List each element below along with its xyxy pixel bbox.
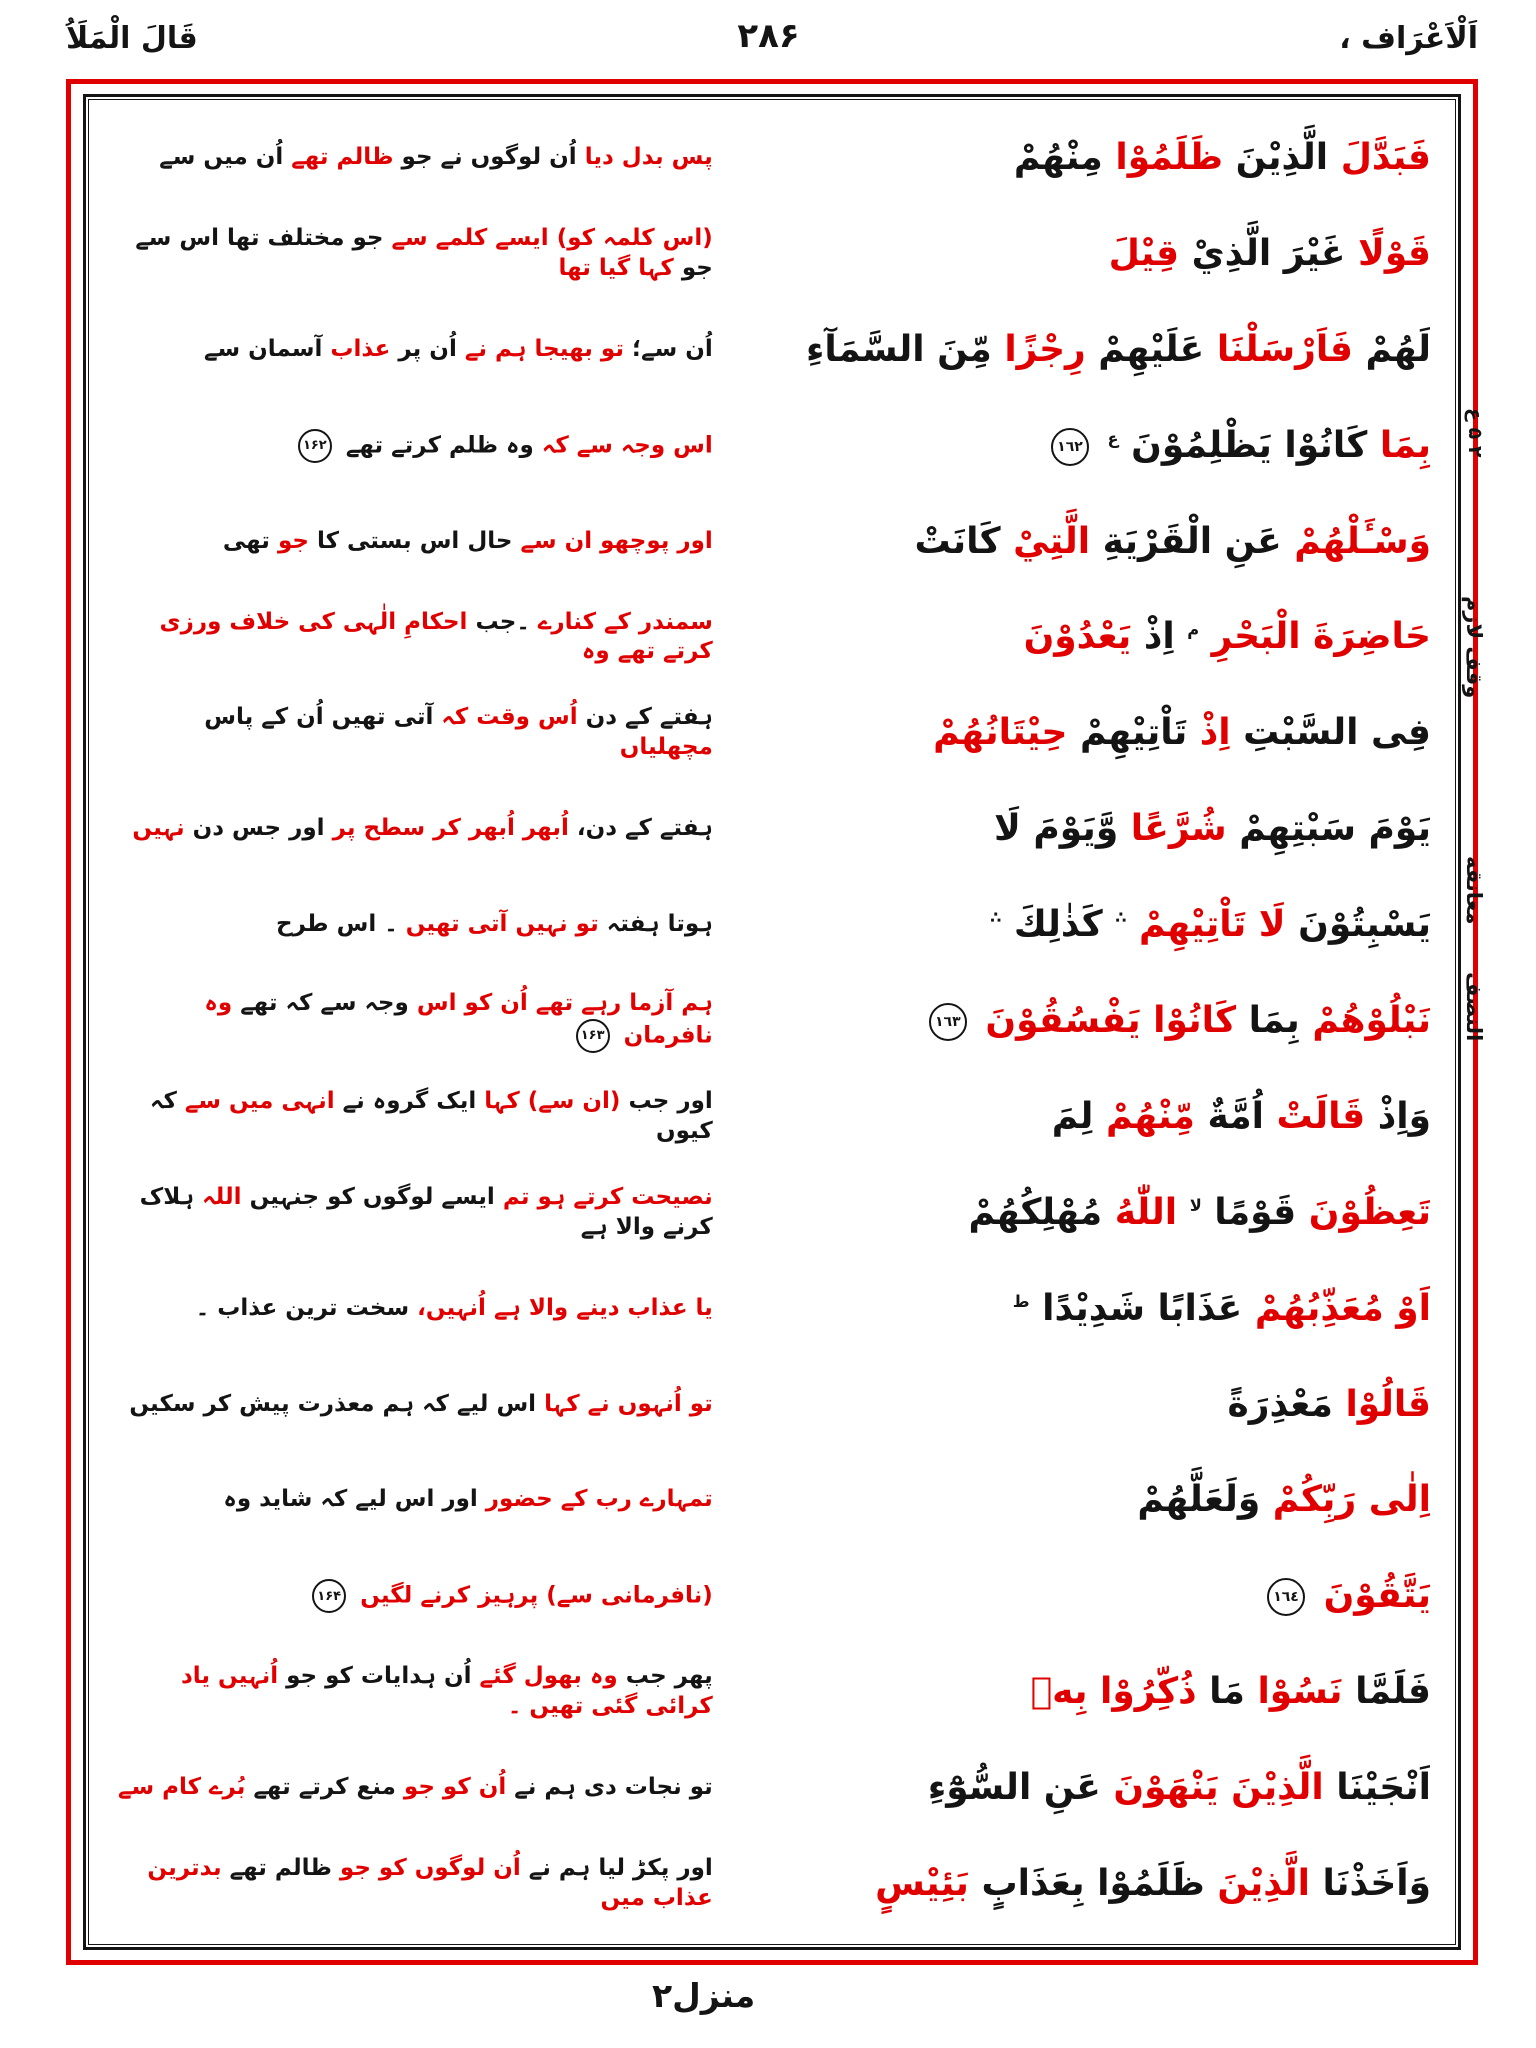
verse-row	[101, 206, 1431, 302]
urdu-segment: بُرے کام سے	[118, 1774, 246, 1801]
arabic-segment: اُمَّةٌ	[1207, 1095, 1264, 1137]
verse-row	[101, 1069, 1431, 1165]
urdu-segment: ۔جب	[475, 608, 530, 635]
urdu-segment: اور جب	[628, 1087, 713, 1114]
arabic-line	[713, 1862, 1431, 1906]
urdu-line	[101, 1854, 713, 1914]
arabic-segment: الَّذِيْنَ	[1235, 136, 1329, 178]
urdu-line	[101, 1183, 713, 1243]
verse-number-badge: ۱۶۲	[298, 429, 332, 463]
urdu-segment: نہیں	[132, 815, 185, 842]
arabic-segment: اِذْ	[1143, 616, 1175, 658]
urdu-segment: ہفتے کے دن	[585, 704, 713, 731]
verse-rows-container	[88, 99, 1456, 1945]
verse-row	[101, 589, 1431, 685]
urdu-line	[101, 608, 713, 668]
urdu-segment: اُس وقت کہ	[441, 704, 578, 731]
arabic-line	[713, 1383, 1431, 1427]
urdu-segment: اُنہیں یاد کرائی گئی تھیں ۔	[180, 1663, 713, 1720]
arabic-segment: مِّنْهُمْ	[1105, 1095, 1195, 1137]
arabic-segment: قَوْمًا	[1214, 1191, 1297, 1233]
urdu-segment: احکامِ الٰہی کی خلاف ورزی کرتے تھے وہ	[159, 608, 713, 665]
arabic-segment: قَالُوْا	[1345, 1383, 1431, 1425]
arabic-line	[713, 807, 1431, 851]
arabic-segment: بِمَا	[1379, 424, 1431, 466]
urdu-segment: مچھلیاں	[619, 734, 713, 761]
urdu-segment: (نافرمانی سے) پرہیز کرنے لگیں	[360, 1582, 713, 1609]
urdu-segment: کہ کیوں	[150, 1087, 713, 1144]
verse-row	[101, 110, 1431, 206]
arabic-segment: يَسْبِتُوْنَ	[1298, 904, 1431, 946]
red-border-frame	[66, 79, 1478, 1965]
arabic-line	[713, 999, 1431, 1043]
urdu-line	[101, 1773, 713, 1803]
arabic-segment: فَلَمَّا	[1355, 1671, 1431, 1713]
arabic-line	[713, 232, 1431, 276]
margin-note-ruku-marker: ٢ ۵ ع	[1464, 408, 1486, 458]
arabic-segment: قَالَتْ	[1276, 1095, 1366, 1137]
urdu-segment: ایسے لوگوں کو جنہیں	[249, 1183, 495, 1210]
arabic-line	[713, 1287, 1431, 1331]
urdu-line	[101, 1485, 713, 1515]
arabic-segment: ∴	[1115, 908, 1127, 928]
urdu-segment: (ان سے) کہا	[484, 1087, 621, 1114]
urdu-segment: نصیحت کرتے ہو تم	[502, 1183, 713, 1210]
urdu-segment: سمندر کے کنارے	[537, 608, 713, 635]
arabic-segment: قِيْلَ	[1108, 232, 1180, 274]
urdu-line	[101, 1579, 713, 1613]
verse-number-badge: ١٦٤	[1267, 1578, 1305, 1616]
urdu-line	[101, 1390, 713, 1420]
arabic-segment: مَا	[1209, 1671, 1245, 1713]
arabic-segment: فَبَدَّلَ	[1340, 136, 1431, 178]
urdu-line	[101, 1294, 713, 1324]
arabic-segment: كَانَتْ	[914, 520, 1001, 562]
arabic-segment: نَبْلُوْهُمْ	[1312, 1000, 1431, 1041]
urdu-line	[101, 143, 713, 173]
urdu-segment: (اس کلمہ کو) ایسے کلمے سے	[391, 224, 713, 251]
verse-number-badge: ١٦٢	[1051, 428, 1089, 466]
urdu-segment: تو نہیں آتی تھیں	[405, 911, 599, 938]
urdu-segment: اس وجہ سے کہ	[541, 432, 713, 459]
verse-row	[101, 1740, 1431, 1836]
verse-row	[101, 494, 1431, 590]
urdu-segment: اور اس لیے کہ شاید وہ	[223, 1486, 478, 1513]
verse-row	[101, 1548, 1431, 1644]
urdu-segment: اُن لوگوں نے جو	[401, 144, 577, 170]
arabic-segment: لَا تَاْتِيْهِمْ	[1139, 904, 1286, 946]
arabic-segment: غَيْرَ الَّذِيْ	[1191, 232, 1346, 274]
urdu-segment: اُن پر	[398, 335, 457, 362]
urdu-segment: سخت ترین عذاب ۔	[195, 1294, 410, 1321]
arabic-segment: لَهُمْ	[1365, 328, 1431, 370]
verse-row	[101, 1452, 1431, 1548]
arabic-segment: كَانُوْا يَظْلِمُوْنَ	[1131, 424, 1368, 466]
arabic-segment: تَاْتِيْهِمْ	[1080, 712, 1188, 754]
arabic-segment: يَوْمَ سَبْتِهِمْ	[1239, 808, 1431, 850]
verse-row	[101, 1165, 1431, 1261]
urdu-segment: وہ ظلم کرتے تھے	[345, 432, 534, 459]
arabic-segment: مُهْلِكُهُمْ	[968, 1191, 1103, 1233]
arabic-line	[713, 615, 1431, 659]
arabic-segment: وَّيَوْمَ لَا	[994, 808, 1119, 850]
arabic-segment: عَذَابًا شَدِيْدًا	[1042, 1287, 1243, 1329]
arabic-segment: شُرَّعًا	[1130, 808, 1227, 850]
urdu-segment: انہی میں سے	[184, 1087, 335, 1114]
urdu-segment: آسمان سے	[204, 335, 323, 362]
arabic-segment: فَاَرْسَلْنَا	[1216, 328, 1353, 370]
arabic-segment: عَلَيْهِمْ	[1098, 328, 1205, 370]
urdu-segment: وہ بھول گئے	[479, 1663, 618, 1690]
urdu-segment: جو	[277, 527, 309, 554]
urdu-segment: تمہارے رب کے حضور	[485, 1486, 713, 1513]
arabic-segment: يَعْدُوْنَ	[1023, 616, 1132, 658]
surah-name: اَلْاَعْرَاف ،	[1339, 21, 1478, 56]
urdu-segment: اُبھر اُبھر کر سطح پر	[332, 815, 569, 842]
arabic-segment: اِذْ	[1199, 712, 1231, 754]
urdu-segment: ہفتے کے دن،	[576, 815, 713, 842]
urdu-segment: ۔ اس طرح	[276, 911, 398, 938]
urdu-line	[101, 989, 713, 1053]
arabic-segment: تَعِظُوْنَ	[1308, 1191, 1431, 1233]
arabic-segment: اِلٰى رَبِّكُمْ	[1272, 1479, 1431, 1521]
urdu-segment: تو بھیجا ہم نے	[464, 335, 624, 362]
urdu-segment: پھر جب	[625, 1663, 713, 1690]
arabic-segment: الَّذِيْنَ	[1217, 1863, 1310, 1905]
urdu-segment: ہوتا ہفتہ	[606, 911, 713, 938]
urdu-segment: یا عذاب دینے والا ہے اُنہیں،	[417, 1294, 713, 1321]
urdu-line	[101, 1087, 713, 1147]
urdu-segment: ہم آزما رہے تھے اُن کو اس	[416, 990, 713, 1017]
urdu-segment: اللہ	[202, 1183, 242, 1210]
arabic-segment: فِی السَّبْتِ	[1243, 712, 1431, 754]
arabic-segment: مِّنَ السَّمَآءِ	[806, 328, 992, 370]
arabic-segment: اَوْ مُعَذِّبُهُمْ	[1254, 1287, 1431, 1329]
urdu-segment: اور جس دن	[192, 815, 325, 842]
verse-number-badge: ١٦٣	[929, 1003, 967, 1041]
urdu-segment: وہ نافرمان	[204, 990, 713, 1049]
verse-row	[101, 781, 1431, 877]
arabic-segment: ط	[1012, 1291, 1030, 1311]
arabic-segment: وَلَعَلَّهُمْ	[1137, 1479, 1261, 1521]
urdu-line	[101, 224, 713, 284]
arabic-segment: لِمَ	[1051, 1095, 1094, 1137]
urdu-segment: ایک گروہ نے	[342, 1087, 477, 1114]
arabic-segment: الَّذِيْنَ يَنْهَوْنَ	[1113, 1767, 1324, 1809]
arabic-segment: عَنِ الْقَرْيَةِ	[1102, 520, 1282, 562]
verse-row	[101, 398, 1431, 494]
arabic-segment: اللّٰهُ	[1114, 1191, 1178, 1233]
verse-row	[101, 685, 1431, 781]
arabic-line	[713, 520, 1431, 564]
verse-row	[101, 877, 1431, 973]
margin-note-waqf-lazim: وقف لازم	[1462, 596, 1486, 699]
arabic-segment: بَئِيْسٍ	[875, 1863, 969, 1905]
arabic-segment: ظَلَمُوْا بِعَذَابٍ	[981, 1863, 1205, 1905]
urdu-segment: ظالم تھے	[229, 1855, 332, 1882]
arabic-line	[713, 424, 1431, 468]
verse-row	[101, 302, 1431, 398]
verse-number-badge: ۱۶۳	[576, 1019, 610, 1053]
arabic-line	[713, 1574, 1431, 1618]
urdu-line	[101, 429, 713, 463]
arabic-segment: م	[1187, 620, 1200, 640]
arabic-segment: ظَلَمُوْا	[1115, 136, 1224, 178]
verse-row	[101, 1261, 1431, 1357]
urdu-segment: کہا گیا تھا	[558, 254, 674, 281]
urdu-segment: آتی تھیں اُن کے پاس	[204, 704, 434, 731]
urdu-segment: اور پوچھو ان سے	[520, 527, 713, 554]
arabic-segment: لا	[1189, 1195, 1202, 1215]
page-header	[66, 16, 1478, 56]
verse-number-badge: ۱۶۴	[312, 1579, 346, 1613]
urdu-segment: تھی	[222, 527, 270, 554]
arabic-segment: وَسْـَٔلْهُمْ	[1294, 520, 1431, 562]
arabic-line	[713, 1766, 1431, 1810]
urdu-segment: اور پکڑ لیا ہم نے	[528, 1855, 713, 1882]
arabic-segment: قَوْلًا	[1358, 232, 1431, 274]
verse-row	[101, 1836, 1431, 1932]
manzil-label: منزل۲	[652, 1976, 756, 2015]
urdu-segment: اُن سے؛	[631, 335, 713, 362]
arabic-segment: عَنِ السُّوْٓءِ	[927, 1767, 1101, 1809]
urdu-segment: اُن میں سے	[159, 144, 284, 170]
arabic-segment: وَاِذْ	[1377, 1095, 1431, 1137]
arabic-line	[713, 1670, 1431, 1714]
verse-row	[101, 1357, 1431, 1453]
urdu-segment: اُن لوگوں کو جو	[339, 1855, 521, 1882]
arabic-line	[713, 328, 1431, 372]
urdu-segment: تو اُنہوں نے کہا	[544, 1390, 713, 1417]
urdu-line	[101, 910, 713, 940]
arabic-segment: ذُكِّرُوْا بِهٖ	[1030, 1671, 1197, 1713]
arabic-segment: رِجْزًا	[1004, 328, 1086, 370]
urdu-segment: عذاب	[330, 335, 391, 362]
arabic-segment: الَّتِيْ	[1013, 520, 1091, 562]
urdu-segment: بدترین عذاب میں	[147, 1855, 713, 1911]
urdu-segment: حال اس بستی کا	[316, 527, 513, 554]
arabic-segment: ∴	[990, 908, 1002, 928]
urdu-segment: وجہ سے کہ تھے	[240, 990, 409, 1017]
arabic-line	[713, 136, 1431, 180]
juz-name: قَالَ الْمَلَاُ	[66, 21, 198, 56]
urdu-segment: منع کرتے تھے	[253, 1774, 396, 1801]
urdu-segment: ہلاک کرنے والا ہے	[139, 1183, 713, 1240]
arabic-segment: اَنْجَيْنَا	[1336, 1767, 1431, 1809]
arabic-segment: مَعْذِرَةً	[1227, 1383, 1333, 1425]
urdu-segment: اس لیے کہ ہم معذرت پیش کر سکیں	[129, 1390, 537, 1417]
urdu-line	[101, 1662, 713, 1722]
arabic-segment: كَانُوْا يَفْسُقُوْنَ	[985, 1000, 1237, 1041]
verse-row	[101, 1644, 1431, 1740]
urdu-line	[101, 527, 713, 557]
arabic-line	[713, 711, 1431, 755]
urdu-segment: جو مختلف تھا اس سے جو	[135, 224, 713, 281]
page-number: ۲۸۶	[737, 16, 800, 56]
arabic-segment: حِيْتَانُهُمْ	[933, 712, 1068, 754]
arabic-segment: يَتَّقُوْنَ	[1323, 1575, 1431, 1617]
urdu-segment: اُن ہدایات کو جو	[286, 1663, 472, 1690]
arabic-segment: نَسُوْا	[1257, 1671, 1343, 1713]
urdu-line	[101, 814, 713, 844]
margin-note-nisf: النصف	[1462, 972, 1486, 1042]
arabic-segment: حَاضِرَةَ الْبَحْرِ	[1211, 616, 1431, 658]
urdu-segment: اُن کو جو	[403, 1774, 507, 1801]
arabic-line	[713, 1095, 1431, 1139]
arabic-line	[713, 903, 1431, 947]
arabic-segment: ع	[1107, 428, 1119, 448]
margin-note-muanaqa: معانقه	[1462, 856, 1486, 925]
urdu-segment: ظالم تھے	[291, 144, 394, 170]
arabic-segment: وَاَخَذْنَا	[1322, 1863, 1431, 1905]
urdu-segment: تو نجات دی ہم نے	[514, 1774, 713, 1801]
arabic-segment: بِمَا	[1248, 1000, 1300, 1041]
arabic-line	[713, 1191, 1431, 1235]
urdu-segment: پس بدل دیا	[584, 144, 713, 170]
black-border-outer	[83, 94, 1461, 1950]
arabic-segment: مِنْهُمْ	[1013, 136, 1103, 178]
urdu-line	[101, 335, 713, 365]
urdu-line	[101, 703, 713, 763]
verse-row	[101, 973, 1431, 1069]
arabic-line	[713, 1478, 1431, 1522]
arabic-segment: كَذٰلِكَ	[1013, 904, 1103, 946]
